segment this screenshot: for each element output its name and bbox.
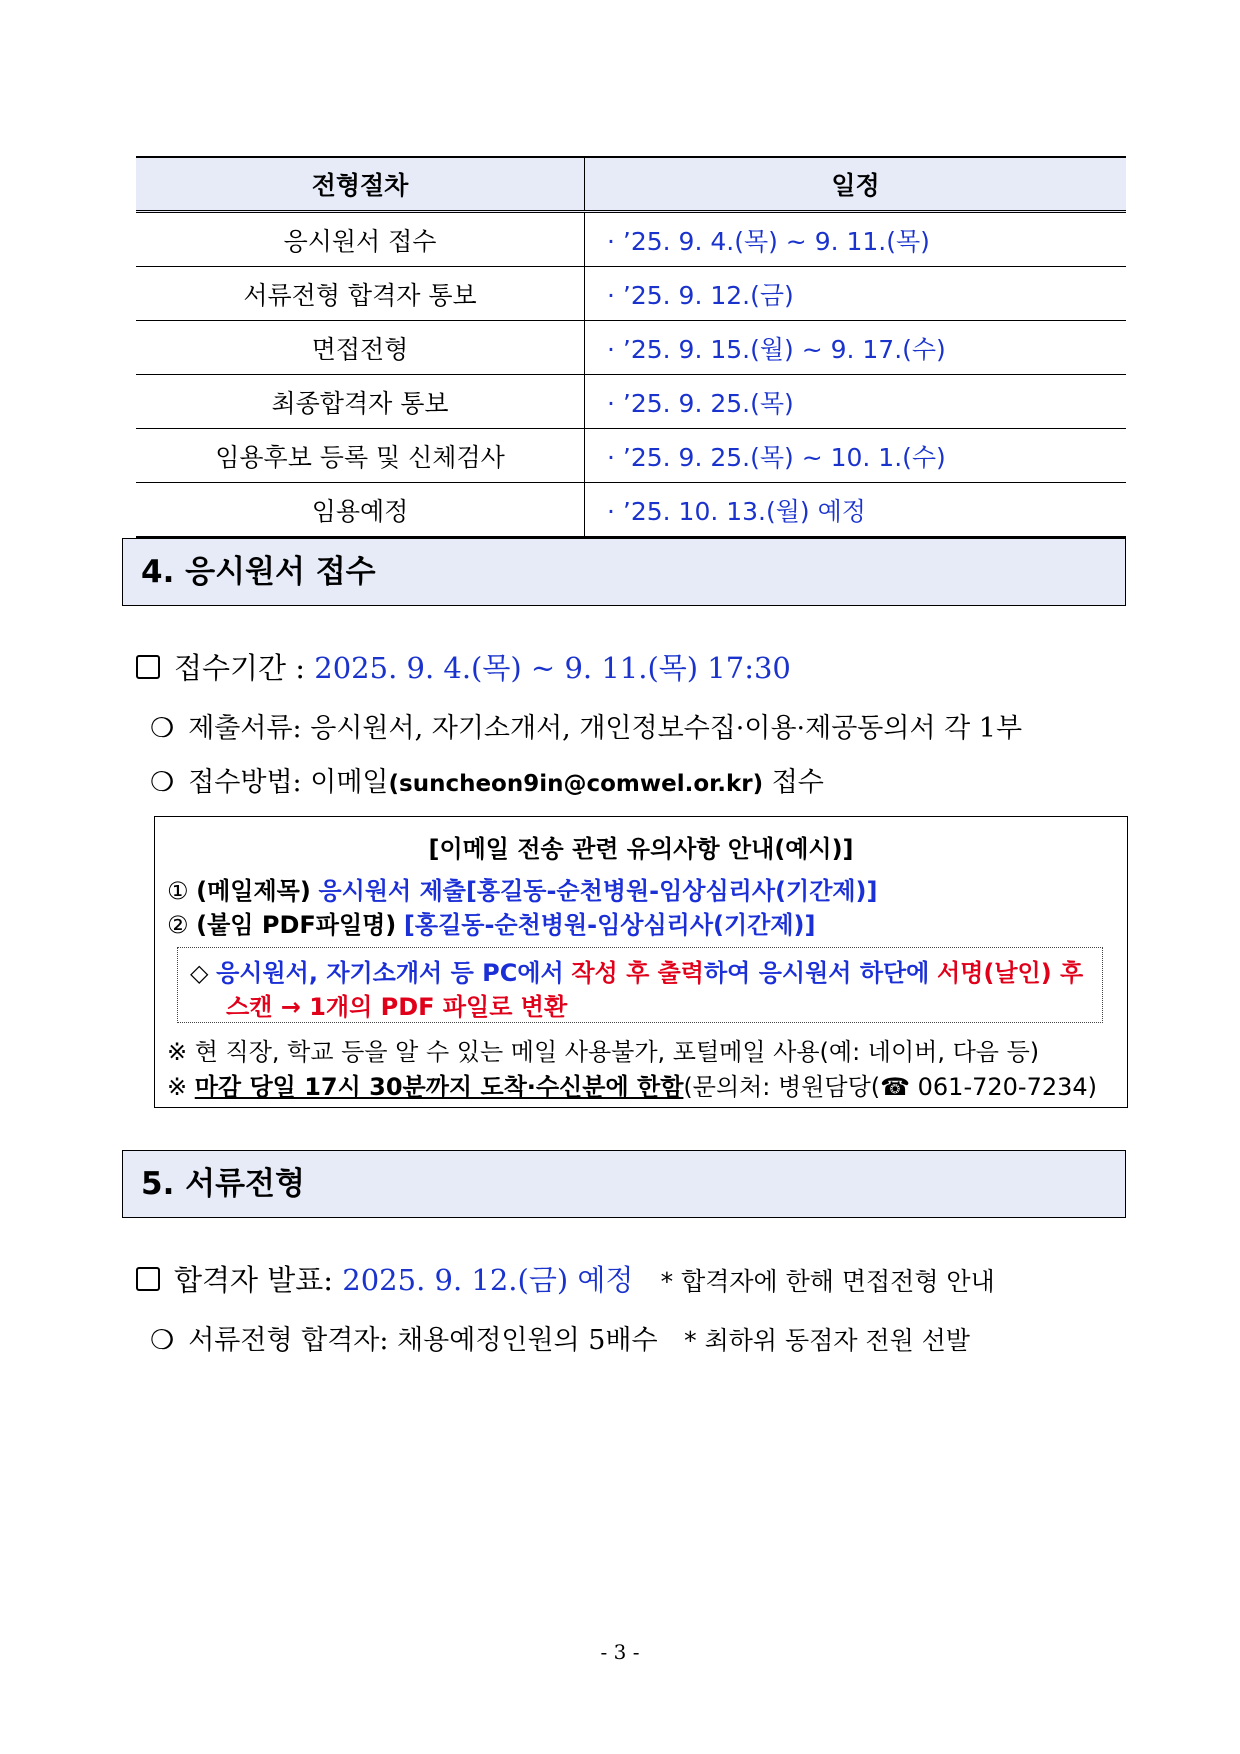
date-cell: · ’25. 9. 15.(월) ~ 9. 17.(수): [585, 321, 1127, 375]
notice-item-2: [167, 905, 815, 940]
circle-bullet-icon: ❍: [150, 713, 175, 744]
pass-label: 서류전형 합격자:: [188, 1325, 389, 1356]
circle-bullet-icon: ❍: [150, 767, 175, 798]
diamond-icon: ◇: [190, 959, 209, 987]
pass-note: * 최하위 동점자 전원 선발: [684, 1326, 970, 1355]
announce-line: [136, 1258, 995, 1299]
period-value: 2025. 9. 4.(목) ~ 9. 11.(목) 17:30: [314, 651, 791, 685]
docs-value: 응시원서, 자기소개서, 개인정보수집·이용·제공동의서 각 1부: [310, 713, 1023, 744]
notice-title: [이메일 전송 관련 유의사항 안내(예시)]: [428, 835, 854, 863]
pass-value: 채용예정인원의 5배수: [397, 1325, 658, 1356]
email-notice-box: [154, 816, 1128, 1108]
announce-value: 2025. 9. 12.(금) 예정: [342, 1263, 634, 1297]
announce-label: 합격자 발표:: [174, 1263, 334, 1297]
header-date: 일정: [585, 157, 1127, 212]
item1-label: (메일제목): [196, 877, 311, 905]
checkbox-icon: [136, 655, 160, 679]
note-mark: ※: [167, 1073, 188, 1101]
deadline-text: 마감 당일 17시 30분까지 도착·수신분에 한함: [194, 1073, 684, 1101]
period-line: [136, 646, 791, 687]
item1-value: 응시원서 제출[홍길동-순천병원-임상심리사(기간제)]: [318, 877, 878, 905]
method-label: 접수방법:: [188, 767, 302, 798]
circled-two-icon: ②: [167, 911, 189, 939]
instruction-d: 서명(날인) 후: [937, 959, 1084, 987]
date-cell: · ’25. 9. 25.(목) ~ 10. 1.(수): [585, 429, 1127, 483]
date-cell: · ’25. 10. 13.(월) 예정: [585, 483, 1127, 538]
step-cell: 면접전형: [136, 321, 585, 375]
date-cell: · ’25. 9. 4.(목) ~ 9. 11.(목): [585, 212, 1127, 267]
page-number: - 3 -: [600, 1640, 640, 1664]
contact-text: (문의처: 병원담당(☎ 061-720-7234): [683, 1073, 1098, 1101]
instruction-a: 응시원서, 자기소개서 등 PC에서: [216, 959, 564, 987]
step-cell: 서류전형 합격자 통보: [136, 267, 585, 321]
note-2: [167, 1067, 1097, 1102]
item2-label: (붙임 PDF파일명): [196, 911, 397, 939]
checkbox-icon: [136, 1267, 160, 1291]
date-cell: · ’25. 9. 25.(목): [585, 375, 1127, 429]
instruction-line-1: [190, 953, 1083, 988]
period-label: 접수기간 :: [174, 651, 306, 685]
instruction-e: 스캔 → 1개의 PDF 파일로 변환: [226, 993, 568, 1021]
docs-line: [150, 706, 1022, 745]
pdf-instruction-box: [177, 947, 1103, 1023]
step-cell: 최종합격자 통보: [136, 375, 585, 429]
table-row: [136, 212, 1126, 267]
circle-bullet-icon: ❍: [150, 1325, 175, 1356]
schedule-header-row: [136, 157, 1126, 212]
docs-label: 제출서류:: [188, 713, 302, 744]
announce-note: * 합격자에 한해 면접전형 안내: [660, 1267, 995, 1296]
instruction-b: 작성 후 출력: [571, 959, 704, 987]
note-1: ※ 현 직장, 학교 등을 알 수 있는 메일 사용불가, 포털메일 사용(예: 네이버, 다음 등): [167, 1038, 1040, 1066]
notice-item-1: [167, 871, 878, 906]
step-cell: 임용예정: [136, 483, 585, 538]
instruction-c: 하여 응시원서 하단에: [704, 959, 930, 987]
table-row: [136, 375, 1126, 429]
table-row: [136, 429, 1126, 483]
step-cell: 임용후보 등록 및 신체검사: [136, 429, 585, 483]
table-row: [136, 483, 1126, 538]
date-cell: · ’25. 9. 12.(금): [585, 267, 1127, 321]
header-step: 전형절차: [136, 157, 585, 212]
method-value: 이메일: [310, 767, 389, 798]
email-address: (suncheon9in@comwel.or.kr): [388, 771, 764, 797]
item2-value: [홍길동-순천병원-임상심리사(기간제)]: [403, 911, 816, 939]
method-line: [150, 760, 824, 799]
section-5-heading: 5. 서류전형: [122, 1150, 1126, 1218]
schedule-table: [136, 156, 1126, 538]
instruction-line-2: [226, 987, 567, 1022]
table-row: [136, 321, 1126, 375]
step-cell: 응시원서 접수: [136, 212, 585, 267]
circled-one-icon: ①: [167, 877, 189, 905]
method-value-post: 접수: [771, 767, 824, 798]
section-4-heading: 4. 응시원서 접수: [122, 538, 1126, 606]
table-row: [136, 267, 1126, 321]
pass-line: [150, 1318, 970, 1357]
